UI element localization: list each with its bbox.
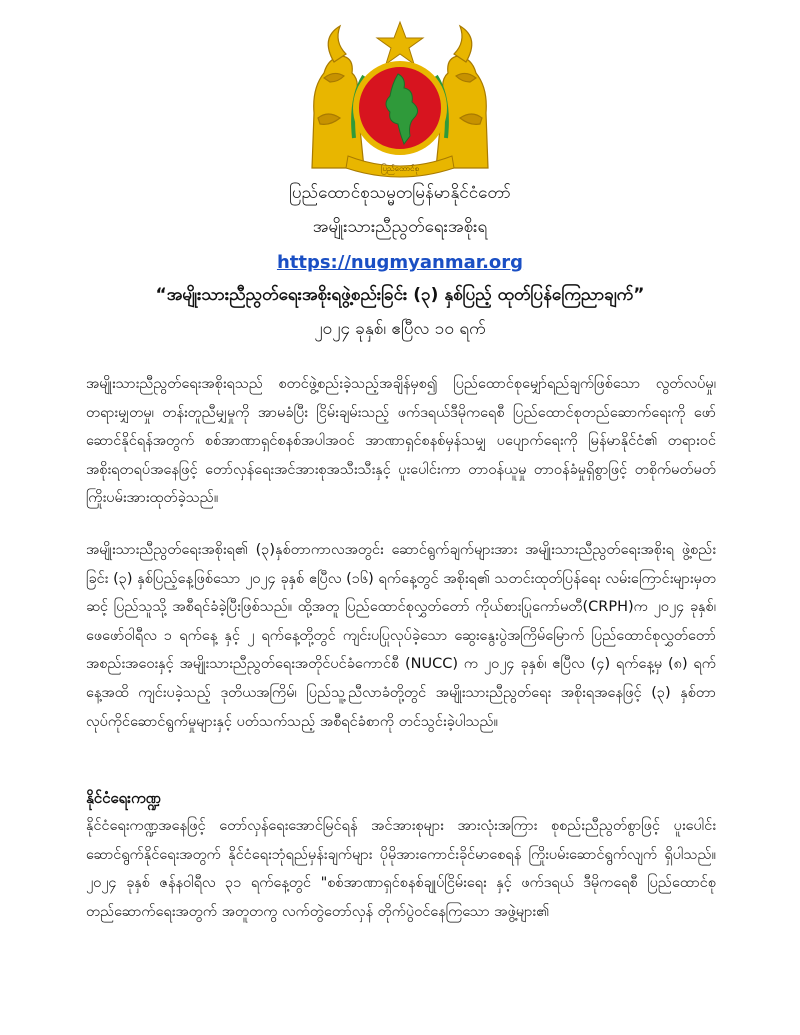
document-date: ၂၀၂၄ ခုနှစ်၊ ဧပြီလ ၁၀ ရက် xyxy=(314,319,486,339)
seal-label: ပြည်ထောင်စု xyxy=(381,164,419,173)
state-seal-emblem xyxy=(294,18,506,180)
website xyxy=(0,252,800,273)
section-title-political: နိုင်ငံရေးကဏ္ဍ xyxy=(86,789,161,807)
star-icon xyxy=(377,22,423,64)
paragraph-1: အမျိုးသားညီညွတ်ရေးအစိုးရသည် စတင်ဖွဲ့စည်းခဲ့သည့်အချိန်မှစ၍ ပြည်ထောင်စုမျှော်ရည်ချက်ဖြစ်သော လွတ်လပ်မှု၊ တရားမျှတမှု၊ တန်းတူညီမျှမှုကို အာမခံပြီး ငြိမ်းချမ်းသည့် ဖက်ဒရယ်ဒီမိုကရေစီ ပြည်ထောင်စုတည်ဆောက်ရေးကို ဖော်ဆောင်နိုင်ရန်အတွက် စစ်အာဏာရှင်စနစ်အပါအဝင် အာဏာရှင်စနစ်မှန်သမျှ ပပျောက်ရေးကို မြန်မာနိုင်ငံ၏ တရားဝင် အစိုးရတရပ်အနေဖြင့် တော်လှန်ရေးအင်အားစုအသီးသီးနှင့် ပူးပေါင်းကာ တာဝန်ယူမှု တာဝန်ခံမှုရှိစွာဖြင့် တစိုက်မတ်မတ် ကြိုးပမ်းအားထုတ်ခဲ့သည်။ xyxy=(86,376,716,507)
government-name: အမျိုးသားညီညွတ်ရေးအစိုးရ xyxy=(312,217,488,237)
state-seal-icon xyxy=(312,22,488,177)
website-link[interactable]: https://nugmyanmar.org xyxy=(276,252,524,273)
document-title: “အမျိုးသားညီညွတ်ရေးအစိုးရဖွဲ့စည်းခြင်း (၃) နှစ်ပြည့် ထုတ်ပြန်ကြေညာချက်” xyxy=(155,285,645,305)
country-name: ပြည်ထောင်စုသမ္မတမြန်မာနိုင်ငံတော် xyxy=(289,183,511,203)
paragraph-3: နိုင်ငံရေးကဏ္ဍအနေဖြင့် တော်လှန်ရေးအောင်မြင်ရန် အင်အားစုများ အားလုံးအကြား စုစည်းညီညွတ်စွာဖြင့် ပူးပေါင်း ဆောင်ရွက်နိုင်ရေးအတွက် နိုင်ငံရေးဘုံရည်မှန်းချက်များ ပိုမိုအားကောင်းခိုင်မာစေရန် ကြိုးပမ်းဆောင်ရွက်လျက် ရှိပါသည်။ ၂၀၂၄ ခုနှစ် ဇန်နဝါရီလ ၃၁ ရက်နေ့တွင် "စစ်အာဏာရှင်စနစ်ချုပ်ငြိမ်းရေး နှင့် ဖက်ဒရယ် ဒီမိုကရေစီ ပြည်ထောင်စု တည်ဆောက်ရေးအတွက် အတူတကွ လက်တွဲတော်လှန် တိုက်ပွဲဝင်နေကြသော အဖွဲ့များ၏ xyxy=(86,818,716,920)
paragraph-2: အမျိုးသားညီညွတ်ရေးအစိုးရ၏ (၃)နှစ်တာကာလအတွင်း ဆောင်ရွက်ချက်များအား အမျိုးသားညီညွတ်ရေးအစိုးရ ဖွဲ့စည်းခြင်း (၃) နှစ်ပြည့်နေ့ဖြစ်သော ၂၀၂၄ ခုနှစ် ဧပြီလ (၁၆) ရက်နေ့တွင် အစိုးရ၏ သတင်းထုတ်ပြန်ရေး လမ်းကြောင်းများမှတဆင့် ပြည်သူသို့ အစီရင်ခံခဲ့ပြီးဖြစ်သည်။ ထို့အတူ ပြည်ထောင်စုလွှတ်တော် ကိုယ်စားပြုကော်မတီ(CRPH)က ၂၀၂၄ ခုနှစ်၊ ဖေဖော်ဝါရီလ ၁ ရက်နေ့ နှင့် ၂ ရက်နေ့တို့တွင် ကျင်းပပြုလုပ်ခဲ့သော ဆွေးနွေးပွဲအကြိမ်မြောက် ပြည်ထောင်စုလွှတ်တော်အစည်းအဝေးနှင့် အမျိုးသားညီညွတ်ရေးအတိုင်ပင်ခံကောင်စီ (NUCC) က ၂၀၂၄ ခုနှစ်၊ ဧပြီလ (၄) ရက်နေ့မှ (၈) ရက်နေ့အထိ ကျင်းပခဲ့သည့် ဒုတိယအကြိမ်၊ ပြည်သူ့ညီလာခံတို့တွင် အမျိုးသားညီညွတ်ရေး အစိုးရအနေဖြင့် (၃) နှစ်တာ လုပ်ကိုင်ဆောင်ရွက်မှုများနှင့် ပတ်သက်သည့် အစီရင်ခံစာကို တင်သွင်းခဲ့ပါသည်။ xyxy=(86,542,716,730)
